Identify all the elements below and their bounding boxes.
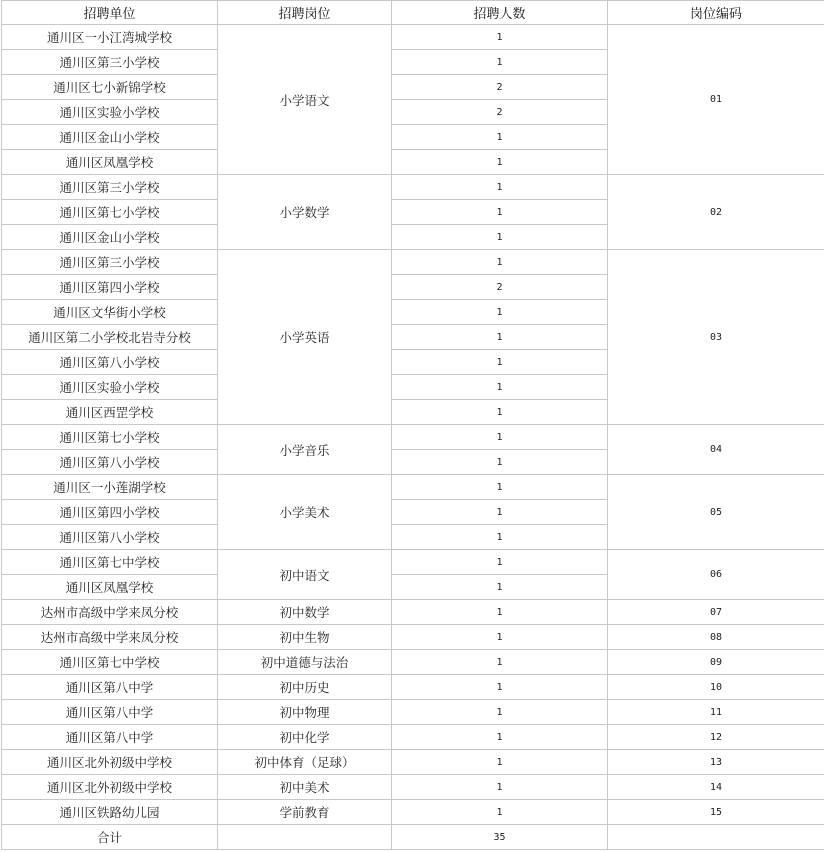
cell-count: 1 [392, 325, 608, 350]
table-row [2, 775, 824, 800]
table-row [2, 625, 824, 650]
recruitment-table [1, 0, 824, 850]
cell-count: 2 [392, 275, 608, 300]
cell-code: 09 [608, 650, 824, 675]
cell-unit: 通川区第八小学校 [2, 525, 218, 550]
cell-code: 08 [608, 625, 824, 650]
cell-position: 初中化学 [218, 725, 392, 750]
cell-code: 05 [608, 475, 824, 550]
cell-code: 12 [608, 725, 824, 750]
cell-count: 1 [392, 775, 608, 800]
cell-unit: 通川区七小新锦学校 [2, 75, 218, 100]
cell-position: 小学数学 [218, 175, 392, 250]
cell-count: 1 [392, 150, 608, 175]
cell-unit: 通川区一小莲湖学校 [2, 475, 218, 500]
cell-unit: 通川区第八中学 [2, 725, 218, 750]
cell-position: 小学语文 [218, 25, 392, 175]
table-row [2, 425, 824, 450]
cell-position: 初中生物 [218, 625, 392, 650]
cell-count: 1 [392, 400, 608, 425]
table-row [2, 175, 824, 200]
cell-position: 初中历史 [218, 675, 392, 700]
cell-count: 1 [392, 300, 608, 325]
cell-unit: 通川区第八小学校 [2, 350, 218, 375]
cell-count: 1 [392, 800, 608, 825]
cell-code: 11 [608, 700, 824, 725]
cell-unit: 通川区第三小学校 [2, 250, 218, 275]
cell-count: 1 [392, 700, 608, 725]
cell-position: 初中美术 [218, 775, 392, 800]
header-code: 岗位编码 [608, 1, 824, 25]
table-row [2, 550, 824, 575]
cell-position: 初中道德与法治 [218, 650, 392, 675]
cell-count: 1 [392, 500, 608, 525]
table-row [2, 700, 824, 725]
cell-count: 1 [392, 475, 608, 500]
cell-code: 04 [608, 425, 824, 475]
header-unit: 招聘单位 [2, 1, 218, 25]
cell-unit: 通川区金山小学校 [2, 225, 218, 250]
table-row [2, 600, 824, 625]
cell-unit: 通川区第四小学校 [2, 275, 218, 300]
cell-code: 15 [608, 800, 824, 825]
total-code-empty [608, 825, 824, 850]
table-row [2, 725, 824, 750]
cell-position: 小学英语 [218, 250, 392, 425]
total-label: 合计 [2, 825, 218, 850]
cell-unit: 通川区第二小学校北岩寺分校 [2, 325, 218, 350]
cell-count: 1 [392, 375, 608, 400]
cell-position: 初中体育（足球） [218, 750, 392, 775]
cell-unit: 通川区北外初级中学校 [2, 750, 218, 775]
cell-count: 1 [392, 600, 608, 625]
cell-count: 1 [392, 750, 608, 775]
cell-unit: 通川区第四小学校 [2, 500, 218, 525]
total-row [2, 825, 824, 850]
cell-count: 1 [392, 175, 608, 200]
cell-unit: 通川区第八小学校 [2, 450, 218, 475]
cell-unit: 通川区第八中学 [2, 700, 218, 725]
cell-count: 1 [392, 200, 608, 225]
cell-unit: 通川区第七中学校 [2, 650, 218, 675]
cell-count: 1 [392, 250, 608, 275]
cell-unit: 通川区北外初级中学校 [2, 775, 218, 800]
cell-count: 1 [392, 25, 608, 50]
cell-position: 学前教育 [218, 800, 392, 825]
table-row [2, 800, 824, 825]
cell-code: 14 [608, 775, 824, 800]
header-position: 招聘岗位 [218, 1, 392, 25]
table-row [2, 250, 824, 275]
header-row [2, 1, 824, 25]
cell-unit: 通川区实验小学校 [2, 100, 218, 125]
cell-unit: 通川区第七小学校 [2, 200, 218, 225]
table-row [2, 475, 824, 500]
cell-position: 初中物理 [218, 700, 392, 725]
cell-unit: 通川区第三小学校 [2, 175, 218, 200]
total-position-empty [218, 825, 392, 850]
cell-count: 1 [392, 725, 608, 750]
cell-code: 13 [608, 750, 824, 775]
cell-unit: 通川区第七中学校 [2, 550, 218, 575]
header-count: 招聘人数 [392, 1, 608, 25]
cell-unit: 通川区铁路幼儿园 [2, 800, 218, 825]
cell-code: 07 [608, 600, 824, 625]
cell-unit: 通川区凤凰学校 [2, 150, 218, 175]
cell-count: 2 [392, 100, 608, 125]
cell-count: 1 [392, 625, 608, 650]
cell-count: 1 [392, 125, 608, 150]
cell-code: 03 [608, 250, 824, 425]
cell-count: 1 [392, 350, 608, 375]
cell-position: 初中语文 [218, 550, 392, 600]
cell-code: 06 [608, 550, 824, 600]
table-row [2, 750, 824, 775]
cell-code: 10 [608, 675, 824, 700]
cell-count: 1 [392, 675, 608, 700]
table-row [2, 650, 824, 675]
cell-position: 小学美术 [218, 475, 392, 550]
cell-code: 01 [608, 25, 824, 175]
cell-count: 1 [392, 525, 608, 550]
cell-unit: 通川区实验小学校 [2, 375, 218, 400]
cell-unit: 通川区金山小学校 [2, 125, 218, 150]
cell-code: 02 [608, 175, 824, 250]
cell-unit: 通川区文华街小学校 [2, 300, 218, 325]
table-body [2, 25, 824, 850]
total-count: 35 [392, 825, 608, 850]
cell-count: 1 [392, 425, 608, 450]
cell-unit: 通川区第八中学 [2, 675, 218, 700]
cell-unit: 通川区第三小学校 [2, 50, 218, 75]
cell-position: 小学音乐 [218, 425, 392, 475]
cell-unit: 达州市高级中学来凤分校 [2, 625, 218, 650]
cell-unit: 通川区第七小学校 [2, 425, 218, 450]
cell-count: 1 [392, 575, 608, 600]
cell-count: 2 [392, 75, 608, 100]
cell-unit: 通川区凤凰学校 [2, 575, 218, 600]
cell-unit: 达州市高级中学来凤分校 [2, 600, 218, 625]
cell-count: 1 [392, 550, 608, 575]
table-row [2, 25, 824, 50]
cell-count: 1 [392, 50, 608, 75]
cell-unit: 通川区一小江湾城学校 [2, 25, 218, 50]
cell-unit: 通川区西罡学校 [2, 400, 218, 425]
cell-position: 初中数学 [218, 600, 392, 625]
cell-count: 1 [392, 450, 608, 475]
cell-count: 1 [392, 650, 608, 675]
table-row [2, 675, 824, 700]
cell-count: 1 [392, 225, 608, 250]
